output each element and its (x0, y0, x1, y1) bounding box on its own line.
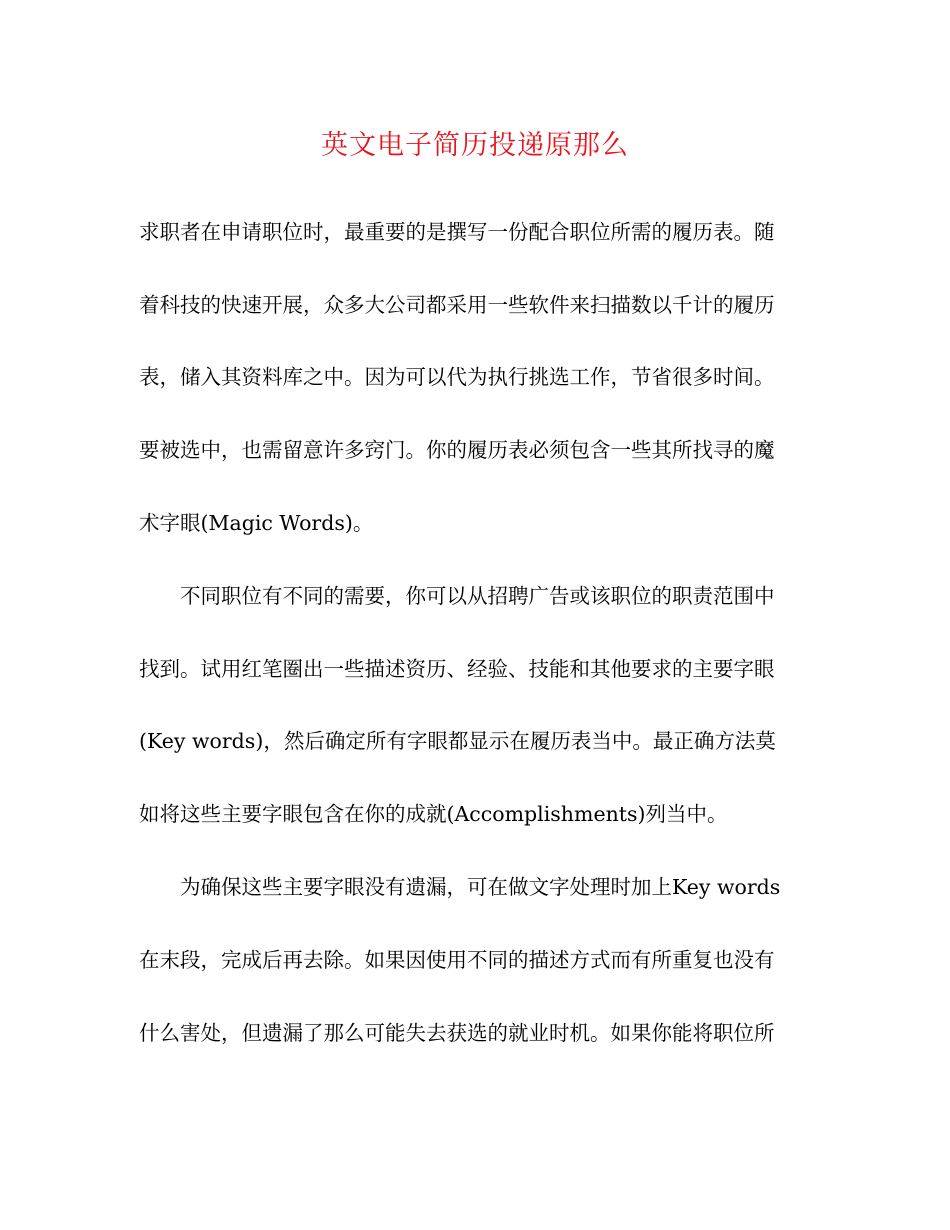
paragraph-2-line-4: 如将这些主要字眼包含在你的成就(Accomplishments)列当中。 (139, 802, 728, 826)
paragraph-3-line-2: 在末段，完成后再去除。如果因使用不同的描述方式而有所重复也没有 (139, 948, 775, 972)
paragraph-1-line-5: 术字眼(Magic Words)。 (139, 511, 374, 535)
paragraph-1-line-2: 着科技的快速开展，众多大公司都采用一些软件来扫描数以千计的履历 (139, 293, 775, 317)
paragraph-1-line-4: 要被选中，也需留意许多窍门。你的履历表必须包含一些其所找寻的魔 (139, 438, 775, 462)
paragraph-1-line-1: 求职者在申请职位时，最重要的是撰写一份配合职位所需的履历表。随 (139, 220, 775, 244)
document-title: 英文电子简历投递原那么 (321, 130, 629, 161)
paragraph-3-line-1: 为确保这些主要字眼没有遗漏，可在做文字处理时加上Key words (180, 875, 781, 899)
paragraph-1-line-3: 表，储入其资料库之中。因为可以代为执行挑选工作，节省很多时间。 (139, 365, 775, 389)
paragraph-2-line-2: 找到。试用红笔圈出一些描述资历、经验、技能和其他要求的主要字眼 (139, 657, 775, 681)
paragraph-3-line-3: 什么害处，但遗漏了那么可能失去获选的就业时机。如果你能将职位所 (139, 1021, 775, 1045)
paragraph-2-line-3: (Key words)，然后确定所有字眼都显示在履历表当中。最正确方法莫 (139, 729, 776, 753)
paragraph-2-line-1: 不同职位有不同的需要，你可以从招聘广告或该职位的职责范围中 (180, 584, 775, 608)
